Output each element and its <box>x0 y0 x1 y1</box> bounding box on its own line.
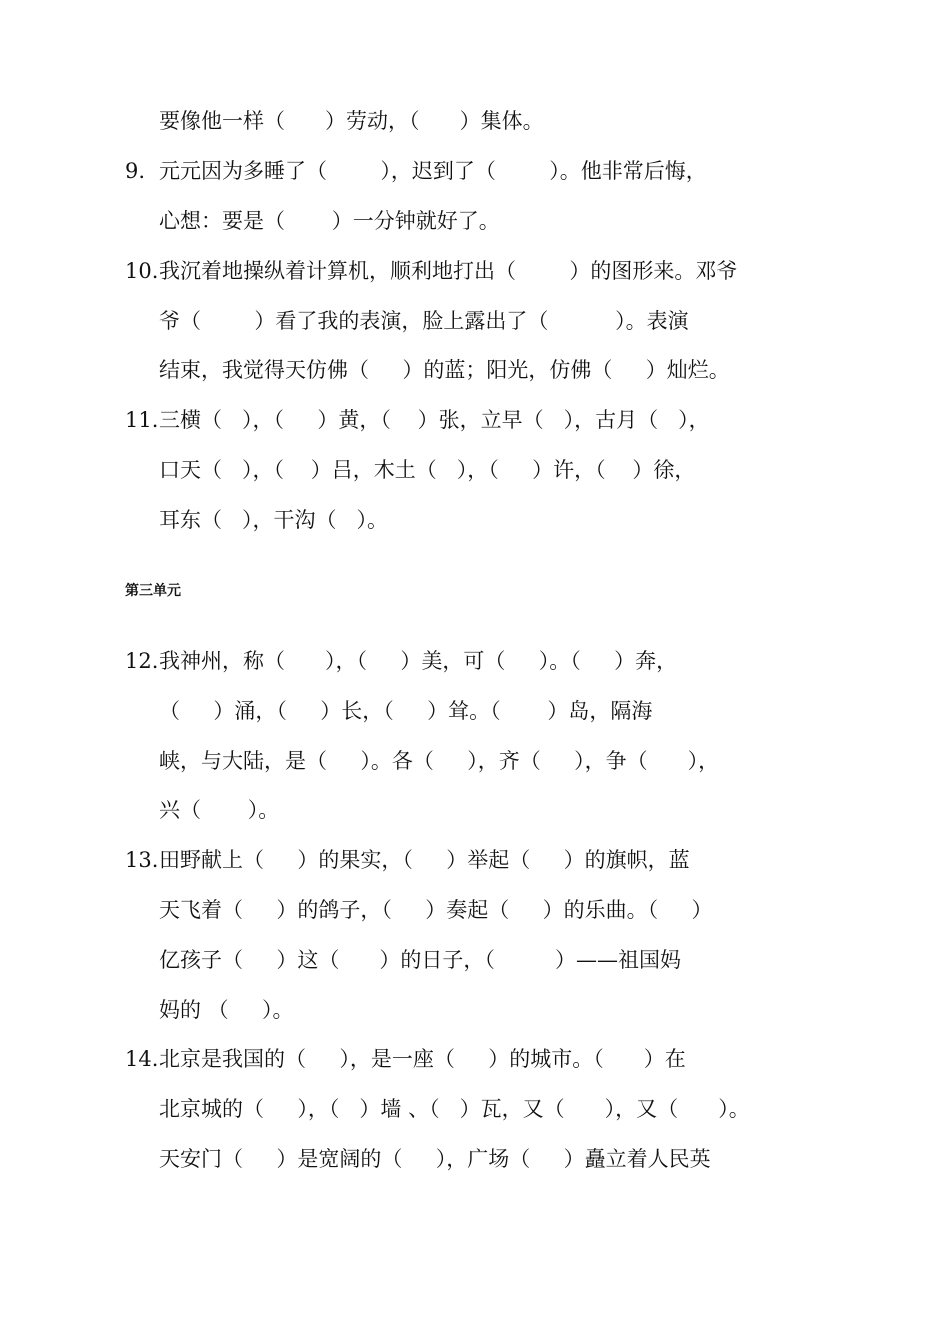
q9-text-2: 心想：要是（ ）一分钟就好了。 <box>159 209 500 233</box>
q8-text-1: 要像他一样（ ）劳动，（ ）集体。 <box>159 109 544 133</box>
q9-number: 9. <box>125 159 146 183</box>
q12-text-3: 峡，与大陆，是（ ）。各（ ），齐（ ），争（ ）， <box>159 749 720 773</box>
q13-text-1: 田野献上（ ）的果实，（ ）举起（ ）的旗帜，蓝 <box>159 848 690 872</box>
q12-line-3 <box>0 741 950 781</box>
q11-text-1: 三横（ ），（ ）黄，（ ）张，立早（ ），古月（ ）， <box>159 408 710 432</box>
q13-line-2 <box>0 890 950 930</box>
q14-line-3 <box>0 1139 950 1179</box>
q13-text-4: 妈的 （ ）。 <box>159 998 294 1022</box>
q12-number: 12. <box>125 649 159 673</box>
q11-number: 11. <box>125 408 159 432</box>
q10-text-3: 结束，我觉得天仿佛（ ）的蓝；阳光，仿佛（ ）灿烂。 <box>159 358 730 382</box>
q12-line-2 <box>0 691 950 731</box>
q12-text-2: （ ）涌，（ ）长，（ ）耸。（ ）岛，隔海 <box>159 699 653 723</box>
q13-line-3 <box>0 940 950 980</box>
q14-text-2: 北京城的（ ），（ ）墙 、（ ）瓦，又（ ），又（ ）。 <box>159 1097 750 1121</box>
q12-text-4: 兴（ ）。 <box>159 798 280 822</box>
q13-number: 13. <box>125 848 159 872</box>
q9-line-2 <box>0 201 950 241</box>
q9-line-1 <box>0 151 950 191</box>
q11-line-3 <box>0 500 950 540</box>
q13-text-3: 亿孩子（ ）这（ ）的日子，（ ）——祖国妈 <box>159 948 682 972</box>
q11-line-2 <box>0 450 950 490</box>
q12-text-1: 我神州，称（ ），（ ）美，可（ ）。（ ）奔， <box>159 649 678 673</box>
q12-line-4 <box>0 790 950 830</box>
q10-number: 10. <box>125 259 159 283</box>
q11-line-1 <box>0 400 950 440</box>
q13-line-4 <box>0 990 950 1030</box>
q10-line-3 <box>0 350 950 390</box>
q12-line-1 <box>0 641 950 681</box>
q10-line-1 <box>0 251 950 291</box>
section-heading: 第三单元 <box>125 583 181 599</box>
q14-line-1 <box>0 1039 950 1079</box>
q13-text-2: 天飞着（ ）的鸽子，（ ）奏起（ ）的乐曲。（ ） <box>159 898 713 922</box>
q14-number: 14. <box>125 1047 159 1071</box>
q13-line-1 <box>0 840 950 880</box>
q10-text-1: 我沉着地操纵着计算机，顺利地打出（ ）的图形来。邓爷 <box>159 259 738 283</box>
q14-text-3: 天安门（ ）是宽阔的（ ），广场（ ）矗立着人民英 <box>159 1147 711 1171</box>
q14-line-2 <box>0 1089 950 1129</box>
q10-line-2 <box>0 301 950 341</box>
q11-text-2: 口天（ ），（ ）吕，木土（ ），（ ）许，（ ）徐， <box>159 458 696 482</box>
q9-text-1: 元元因为多睡了（ ），迟到了（ ）。他非常后悔， <box>159 159 707 183</box>
q10-text-2: 爷（ ）看了我的表演，脸上露出了（ ）。表演 <box>159 309 689 333</box>
q8-line-1 <box>0 101 950 141</box>
q11-text-3: 耳东（ ），干沟（ ）。 <box>159 508 389 532</box>
q14-text-1: 北京是我国的（ ），是一座（ ）的城市。（ ）在 <box>159 1047 686 1071</box>
